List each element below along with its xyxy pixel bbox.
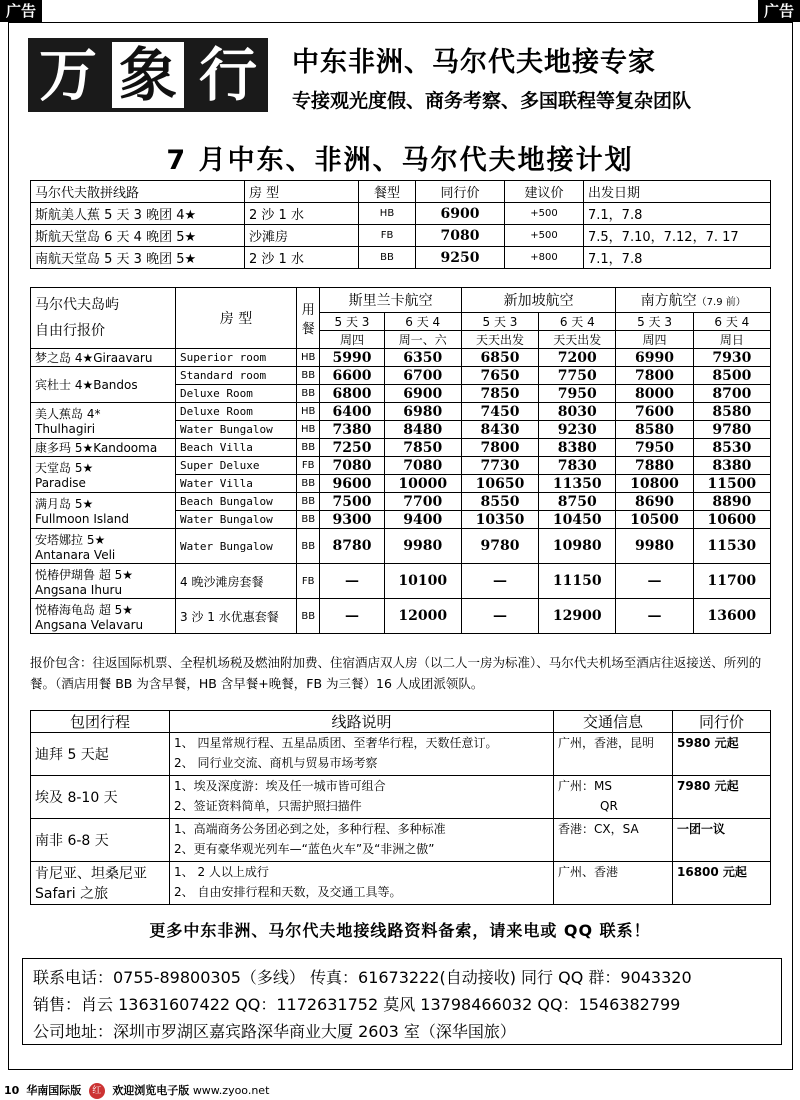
island-cell: 悦椿伊瑚鲁 超 5★ Angsana Ihuru: [31, 564, 176, 599]
price-cell: 5990: [320, 349, 384, 367]
price-cell: 11150: [539, 564, 616, 599]
header-cell: 出发日期: [584, 181, 771, 203]
island-cell: 悦椿海龟岛 超 5★ Angsana Velavaru: [31, 599, 176, 634]
price-cell: 7750: [539, 367, 616, 385]
meal-cell: HB: [297, 421, 320, 439]
price-cell: 11500: [693, 475, 770, 493]
meal-cell: BB: [297, 385, 320, 403]
meal-cell: BB: [297, 367, 320, 385]
price-cell: 10350: [461, 511, 538, 529]
transport-cell: 广州：MS QR: [554, 776, 673, 819]
price-cell: 10600: [693, 511, 770, 529]
island-cell: 康多玛 5★Kandooma: [31, 439, 176, 457]
price-cell: 7450: [461, 403, 538, 421]
table-row: [31, 862, 771, 905]
price-cell: 6850: [461, 349, 538, 367]
price-cell: 9980: [384, 529, 461, 564]
cell: 2 沙 1 水: [245, 203, 359, 225]
free-travel-table: [30, 287, 771, 634]
tour-name-cell: 迪拜 5 天起: [31, 733, 170, 776]
price-cell: 8890: [693, 493, 770, 511]
group-price-cell: 7980 元起: [673, 776, 771, 819]
company-logo: [28, 38, 268, 112]
group-tour-table: [30, 710, 771, 905]
table-row: [31, 439, 771, 457]
cell: 斯航美人蕉 5 天 3 晚团 4★: [31, 203, 245, 225]
price-cell: 6980: [384, 403, 461, 421]
cell: 6900: [416, 203, 505, 225]
price-cell: 8380: [693, 457, 770, 475]
price-cell: 6400: [320, 403, 384, 421]
header-cell: 线路说明: [170, 711, 554, 733]
price-cell: 8700: [693, 385, 770, 403]
meal-cell: BB: [297, 475, 320, 493]
transport-cell: 广州、香港: [554, 862, 673, 905]
price-cell: 10450: [539, 511, 616, 529]
cell: +500: [505, 225, 584, 247]
tour-name-cell: 南非 6-8 天: [31, 819, 170, 862]
meal-cell: FB: [297, 457, 320, 475]
price-cell: 7380: [320, 421, 384, 439]
room-cell: Beach Bungalow: [176, 493, 297, 511]
header-cell: 马尔代夫散拼线路: [31, 181, 245, 203]
duration-cell: 5 天 3: [320, 313, 384, 331]
contact-phone: 联系电话：0755-89800305（多线） 传真：61673222(自动接收) 同行 QQ 群：9043320: [33, 968, 692, 987]
price-cell: 8750: [539, 493, 616, 511]
table-row: [31, 225, 771, 247]
table-row: [31, 776, 771, 819]
price-cell: 6350: [384, 349, 461, 367]
table-row: [31, 247, 771, 269]
island-cell: 美人蕉岛 4* Thulhagiri: [31, 403, 176, 439]
meal-cell: BB: [297, 439, 320, 457]
island-cell: 宾杜士 4★Bandos: [31, 367, 176, 403]
price-cell: 10000: [384, 475, 461, 493]
price-cell: 9400: [384, 511, 461, 529]
price-cell: 7500: [320, 493, 384, 511]
price-cell: 8780: [320, 529, 384, 564]
price-cell: 7830: [539, 457, 616, 475]
price-cell: —: [320, 564, 384, 599]
meal-cell: BB: [297, 529, 320, 564]
room-cell: 4 晚沙滩房套餐: [176, 564, 297, 599]
price-cell: —: [616, 564, 693, 599]
price-cell: 8690: [616, 493, 693, 511]
header-cell: 餐型: [359, 181, 416, 203]
room-cell: Water Villa: [176, 475, 297, 493]
price-cell: 9980: [616, 529, 693, 564]
price-cell: 9780: [461, 529, 538, 564]
transport-cell: 香港：CX，SA: [554, 819, 673, 862]
price-cell: 8580: [693, 403, 770, 421]
price-cell: 6800: [320, 385, 384, 403]
price-cell: 6900: [384, 385, 461, 403]
header-cell: 同行价: [416, 181, 505, 203]
price-cell: 7850: [461, 385, 538, 403]
price-cell: 10500: [616, 511, 693, 529]
price-cell: 7600: [616, 403, 693, 421]
table-title: 马尔代夫岛屿 自由行报价: [31, 288, 176, 349]
duration-cell: 6 天 4: [539, 313, 616, 331]
price-cell: 10980: [539, 529, 616, 564]
duration-cell: 6 天 4: [693, 313, 770, 331]
header-cell: 包团行程: [31, 711, 170, 733]
logo-char: 行: [198, 41, 257, 109]
header-cell: 房 型: [176, 288, 297, 349]
meal-cell: BB: [297, 493, 320, 511]
price-cell: 9780: [693, 421, 770, 439]
stamp-icon: 红: [89, 1083, 105, 1099]
meal-cell: BB: [297, 511, 320, 529]
table-row: [31, 564, 771, 599]
cell: 沙滩房: [245, 225, 359, 247]
cell: 2 沙 1 水: [245, 247, 359, 269]
price-cell: 6600: [320, 367, 384, 385]
tour-desc-cell: 1、高端商务公务团必到之处，多种行程、多种标准 2、更有豪华观光列车—“蓝色火车”及“非洲之傲”: [170, 819, 554, 862]
duration-cell: 5 天 3: [616, 313, 693, 331]
transport-cell: 广州，香港，昆明: [554, 733, 673, 776]
price-cell: 13600: [693, 599, 770, 634]
room-cell: 3 沙 1 水优惠套餐: [176, 599, 297, 634]
price-cell: 7700: [384, 493, 461, 511]
cell: 7.1，7.8: [584, 203, 771, 225]
island-cell: 梦之岛 4★Giraavaru: [31, 349, 176, 367]
header-cell: 用餐: [297, 288, 320, 349]
meal-cell: FB: [297, 564, 320, 599]
price-cell: 7080: [384, 457, 461, 475]
cell: +800: [505, 247, 584, 269]
cell: 斯航天堂岛 6 天 4 晚团 5★: [31, 225, 245, 247]
footer: [4, 1082, 269, 1099]
price-cell: 11530: [693, 529, 770, 564]
island-cell: 安塔娜拉 5★ Antanara Veli: [31, 529, 176, 564]
table-row: [31, 367, 771, 385]
day-cell: 周日: [693, 331, 770, 349]
group-price-cell: 5980 元起: [673, 733, 771, 776]
meal-cell: HB: [297, 349, 320, 367]
page-number: 10: [4, 1084, 20, 1097]
price-cell: 8530: [693, 439, 770, 457]
cell: 南航天堂岛 5 天 3 晚团 5★: [31, 247, 245, 269]
table-row: [31, 349, 771, 367]
airline-header: 斯里兰卡航空: [320, 288, 461, 313]
ad-label-right: 广告: [758, 0, 800, 22]
day-cell: 周四: [616, 331, 693, 349]
room-cell: Water Bungalow: [176, 511, 297, 529]
airline-header: 新加坡航空: [461, 288, 616, 313]
airline-header: 南方航空（7.9 前）: [616, 288, 771, 313]
price-cell: 10800: [616, 475, 693, 493]
day-cell: 天天出发: [461, 331, 538, 349]
logo-char: 万: [38, 41, 97, 109]
island-cell: 天堂岛 5★ Paradise: [31, 457, 176, 493]
room-cell: Water Bungalow: [176, 529, 297, 564]
meal-cell: BB: [297, 599, 320, 634]
room-cell: Super Deluxe: [176, 457, 297, 475]
group-price-cell: 一团一议: [673, 819, 771, 862]
table-row: [31, 203, 771, 225]
price-cell: 7950: [616, 439, 693, 457]
table-row: [31, 819, 771, 862]
duration-cell: 5 天 3: [461, 313, 538, 331]
room-cell: Superior room: [176, 349, 297, 367]
meal-cell: HB: [297, 403, 320, 421]
price-cell: —: [461, 564, 538, 599]
duration-cell: 6 天 4: [384, 313, 461, 331]
welcome-text: 欢迎浏览电子版: [112, 1084, 190, 1097]
more-info: 更多中东非洲、马尔代夫地接线路资料备索，请来电或 QQ 联系！: [149, 921, 651, 940]
price-cell: 8030: [539, 403, 616, 421]
tour-desc-cell: 1、埃及深度游：埃及任一城市皆可组合 2、签证资料简单，只需护照扫描件: [170, 776, 554, 819]
ad-label-left: 广告: [0, 0, 42, 22]
contact-sales: 销售：肖云 13631607422 QQ：1172631752 莫风 13798466032 QQ：1546382799: [33, 995, 681, 1014]
day-cell: 周四: [320, 331, 384, 349]
price-cell: 7250: [320, 439, 384, 457]
table-row: [31, 403, 771, 421]
cell: 7.1，7.8: [584, 247, 771, 269]
price-note: 报价包含：往返国际机票、全程机场税及燃油附加费、住宿酒店双人房（以二人一房为标准）、马尔代夫机场至酒店往返接送、所列的餐。（酒店用餐 BB 为含早餐，HB 含早餐+晚餐，FB 为三餐）16 人成团派领队。: [30, 655, 762, 691]
tour-name-cell: 肯尼亚、坦桑尼亚 Safari 之旅: [31, 862, 170, 905]
price-cell: 7800: [616, 367, 693, 385]
cell: 9250: [416, 247, 505, 269]
price-cell: 9300: [320, 511, 384, 529]
edition: 华南国际版: [26, 1084, 82, 1097]
table-row: [31, 599, 771, 634]
price-cell: 7080: [320, 457, 384, 475]
price-cell: 7930: [693, 349, 770, 367]
price-cell: 10100: [384, 564, 461, 599]
price-cell: 7200: [539, 349, 616, 367]
tour-name-cell: 埃及 8-10 天: [31, 776, 170, 819]
table-row: [31, 457, 771, 475]
price-cell: 11350: [539, 475, 616, 493]
price-cell: 8500: [693, 367, 770, 385]
price-cell: —: [320, 599, 384, 634]
header-cell: 交通信息: [554, 711, 673, 733]
price-cell: 10650: [461, 475, 538, 493]
price-cell: 6700: [384, 367, 461, 385]
contact-box: [22, 958, 782, 1045]
price-cell: 8430: [461, 421, 538, 439]
cell: FB: [359, 225, 416, 247]
room-cell: Deluxe Room: [176, 403, 297, 421]
site-link[interactable]: www.zyoo.net: [192, 1084, 270, 1097]
room-cell: Standard room: [176, 367, 297, 385]
room-cell: Beach Villa: [176, 439, 297, 457]
price-cell: 8000: [616, 385, 693, 403]
room-cell: Deluxe Room: [176, 385, 297, 403]
slogan-main: 中东非洲、马尔代夫地接专家: [292, 47, 656, 78]
cell: BB: [359, 247, 416, 269]
price-cell: 8550: [461, 493, 538, 511]
price-cell: —: [616, 599, 693, 634]
price-cell: 8480: [384, 421, 461, 439]
price-cell: 7850: [384, 439, 461, 457]
cell: 7.5，7.10，7.12，7. 17: [584, 225, 771, 247]
island-cell: 满月岛 5★ Fullmoon Island: [31, 493, 176, 529]
table-row: [31, 493, 771, 511]
price-cell: 7650: [461, 367, 538, 385]
header-cell: 建议价: [505, 181, 584, 203]
cell: 7080: [416, 225, 505, 247]
room-cell: Water Bungalow: [176, 421, 297, 439]
price-cell: 11700: [693, 564, 770, 599]
price-cell: 7950: [539, 385, 616, 403]
price-cell: —: [461, 599, 538, 634]
price-cell: 7800: [461, 439, 538, 457]
price-cell: 7730: [461, 457, 538, 475]
price-cell: 8380: [539, 439, 616, 457]
price-cell: 9230: [539, 421, 616, 439]
price-cell: 9600: [320, 475, 384, 493]
scatter-tour-table: [30, 180, 771, 269]
logo-char: 象: [112, 42, 184, 108]
contact-address: 公司地址：深圳市罗湖区嘉宾路深华商业大厦 2603 室（深华国旅）: [33, 1022, 516, 1041]
slogan-sub: 专接观光度假、商务考察、多国联程等复杂团队: [292, 90, 692, 112]
price-cell: 7880: [616, 457, 693, 475]
tour-desc-cell: 1、 2 人以上成行 2、 自由安排行程和天数，及交通工具等。: [170, 862, 554, 905]
price-cell: 12900: [539, 599, 616, 634]
cell: HB: [359, 203, 416, 225]
group-price-cell: 16800 元起: [673, 862, 771, 905]
header-cell: 房 型: [245, 181, 359, 203]
price-cell: 6990: [616, 349, 693, 367]
cell: +500: [505, 203, 584, 225]
tour-desc-cell: 1、 四星常规行程、五星品质团、至奢华行程，天数任意订。 2、 同行业交流、商机与贸易市场考察: [170, 733, 554, 776]
day-cell: 天天出发: [539, 331, 616, 349]
header-cell: 同行价: [673, 711, 771, 733]
plan-title: 7 月中东、非洲、马尔代夫地接计划: [166, 145, 634, 176]
price-cell: 12000: [384, 599, 461, 634]
day-cell: 周一、六: [384, 331, 461, 349]
table-row: [31, 733, 771, 776]
table-row: [31, 529, 771, 564]
price-cell: 8580: [616, 421, 693, 439]
